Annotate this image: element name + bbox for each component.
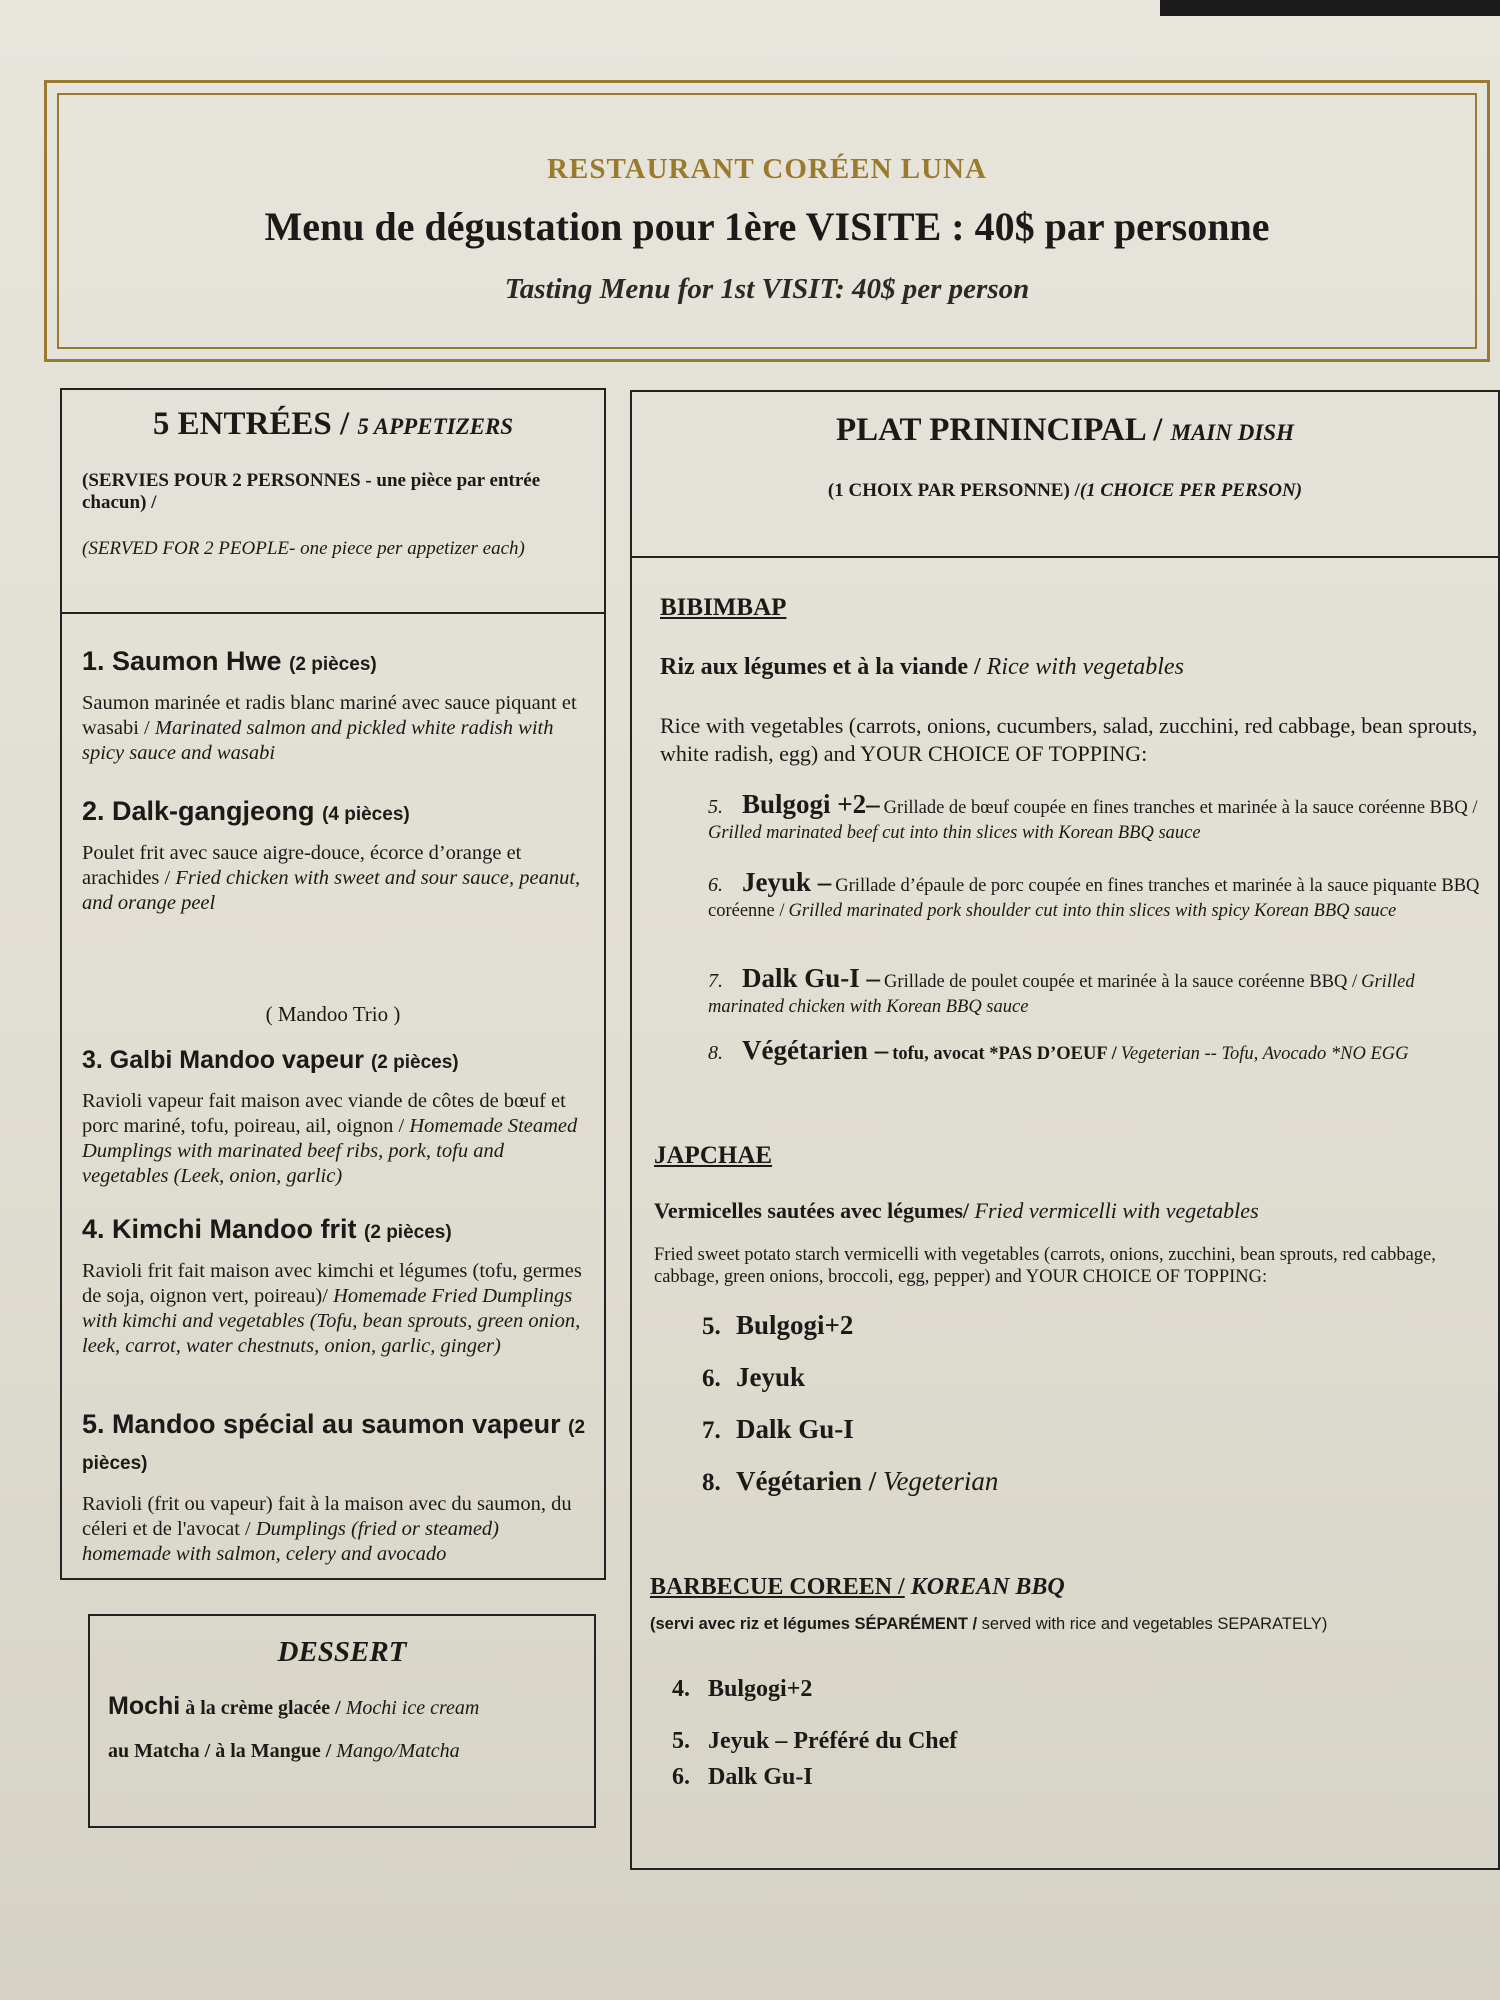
appetizer-desc: Saumon marinée et radis blanc mariné avec sauce piquant et wasabi / Marinated salmon and pickled white radish with spicy sauce and wasabi [82,692,577,764]
japchae-description: Fried sweet potato starch vermicelli with vegetables (carrots, onions, zucchini, bean sprouts, red cabbage, cabbage, green onions, broccoli, egg, pepper) and YOUR CHOICE OF TOPPING: [654,1245,1436,1287]
menu-title: Menu de dégustation pour 1ère VISITE : 40$ par personne [264,204,1270,249]
appetizers-note-en: (SERVED FOR 2 PEOPLE- one piece per appetizer each) [82,538,525,559]
appetizers-title-en: 5 APPETIZERS [357,414,514,439]
list-item [82,796,590,916]
appetizer-name: 1. Saumon Hwe (2 pièces) [82,646,377,676]
japchae-subtitle: Vermicelles sautées avec légumes/ Fried vermicelli with vegetables [654,1198,1259,1223]
appetizers-title [62,406,604,443]
bibimbap-subtitle: Riz aux légumes et à la viande / Rice with vegetables [660,654,1184,680]
list-item: 7. Dalk Gu-I – Grillade de poulet coupée et marinée à la sauce coréenne BBQ / Grilled marinated chicken with Korean BBQ sauce [708,963,1415,1017]
list-item: 7. Dalk Gu-I [702,1414,854,1444]
appetizer-desc: Ravioli (frit ou vapeur) fait à la maison avec du saumon, du céleri et de l'avocat / Dumplings (fried or steamed) homemade with salmon, celery and avocado [82,1493,572,1565]
dessert-box [88,1614,596,1828]
list-item: 5. Bulgogi +2– Grillade de bœuf coupée en fines tranches et marinée à la sauce coréenne BBQ / Grilled marinated beef cut into thin slices with Korean BBQ sauce [708,789,1478,843]
bbq-heading: BARBECUE COREEN / KOREAN BBQ [650,1574,1065,1600]
dessert-line-2: au Matcha / à la Mangue / Mango/Matcha [108,1740,460,1762]
main-title-en: MAIN DISH [1170,420,1294,445]
appetizer-name: 3. Galbi Mandoo vapeur (2 pièces) [82,1046,459,1074]
list-item [82,1408,590,1567]
appetizer-name: 2. Dalk-gangjeong (4 pièces) [82,796,410,826]
list-item: 8. Végétarien – tofu, avocat *PAS D’OEUF / Vegeterian -- Tofu, Avocado *NO EGG [708,1035,1409,1065]
bibimbap-description: Rice with vegetables (carrots, onions, cucumbers, salad, zucchini, red cabbage, bean sprouts, white radish, egg) and YOUR CHOICE OF TOPPING: [660,713,1478,766]
main-divider [632,556,1498,558]
list-item: 4. Bulgogi+2 [672,1676,813,1702]
appetizer-desc: Poulet frit avec sauce aigre-douce, écorce d’orange et arachides / Fried chicken with sweet and sour sauce, peanut, and orange peel [82,842,581,914]
appetizers-title-fr: 5 ENTRÉES / [152,406,350,442]
list-item [82,1214,590,1359]
restaurant-name: RESTAURANT CORÉEN LUNA [547,153,987,185]
appetizer-name: 4. Kimchi Mandoo frit (2 pièces) [82,1214,452,1244]
main-dish-title [632,412,1498,449]
list-item: 5. Bulgogi+2 [702,1310,854,1340]
dessert-line-1: Mochi à la crème glacée / Mochi ice cream [108,1692,480,1720]
list-item: 6. Jeyuk [702,1362,806,1392]
bibimbap-heading: BIBIMBAP [660,594,787,621]
list-item: 6. Dalk Gu-I [672,1764,813,1790]
menu-subtitle: Tasting Menu for 1st VISIT: 40$ per person [504,273,1030,305]
list-item [82,1046,590,1189]
appetizers-list-box [60,612,606,1580]
list-item [82,646,590,766]
header-box [44,80,1490,362]
appetizers-note-fr: (SERVIES POUR 2 PERSONNES - une pièce par entrée chacun) / [82,470,541,513]
bbq-note: (servi avec riz et légumes SÉPARÉMENT / served with rice and vegetables SEPARATELY) [650,1615,1328,1633]
main-dish-note: (1 CHOIX PAR PERSONNE) /(1 CHOICE PER PERSON) [827,480,1303,501]
main-dish-box [630,390,1500,1870]
dessert-title: DESSERT [277,1636,407,1668]
main-title-fr: PLAT PRININCIPAL / [836,412,1163,448]
list-item: 6. Jeyuk – Grillade d’épaule de porc coupée en fines tranches et marinée à la sauce piquante BBQ coréenne / Grilled marinated pork shoulder cut into thin slices with spicy Korean BBQ sauce [708,867,1480,921]
appetizer-desc: Ravioli frit fait maison avec kimchi et légumes (tofu, germes de soja, oignon vert, poireau)/ Homemade Fried Dumplings with kimchi and vegetables (Tofu, bean sprouts, green onion, leek, carrot, water chestnuts, onion, garlic, ginger) [82,1260,582,1357]
background-edge [1160,0,1500,16]
list-item: 5. Jeyuk – Préféré du Chef [672,1728,958,1754]
appetizer-desc: Ravioli vapeur fait maison avec viande de côtes de bœuf et porc mariné, tofu, poireau, ail, oignon / Homemade Steamed Dumplings with marinated beef ribs, pork, tofu and vegetables (Leek, onion, garlic) [82,1090,578,1187]
list-item: 8. Végétarien / Vegeterian [702,1466,999,1496]
japchae-heading: JAPCHAE [654,1142,773,1169]
appetizer-name: 5. Mandoo spécial au saumon vapeur (2 pièces) [82,1409,586,1474]
appetizers-header-box [60,388,606,614]
mandoo-trio-label: ( Mandoo Trio ) [265,1002,401,1026]
